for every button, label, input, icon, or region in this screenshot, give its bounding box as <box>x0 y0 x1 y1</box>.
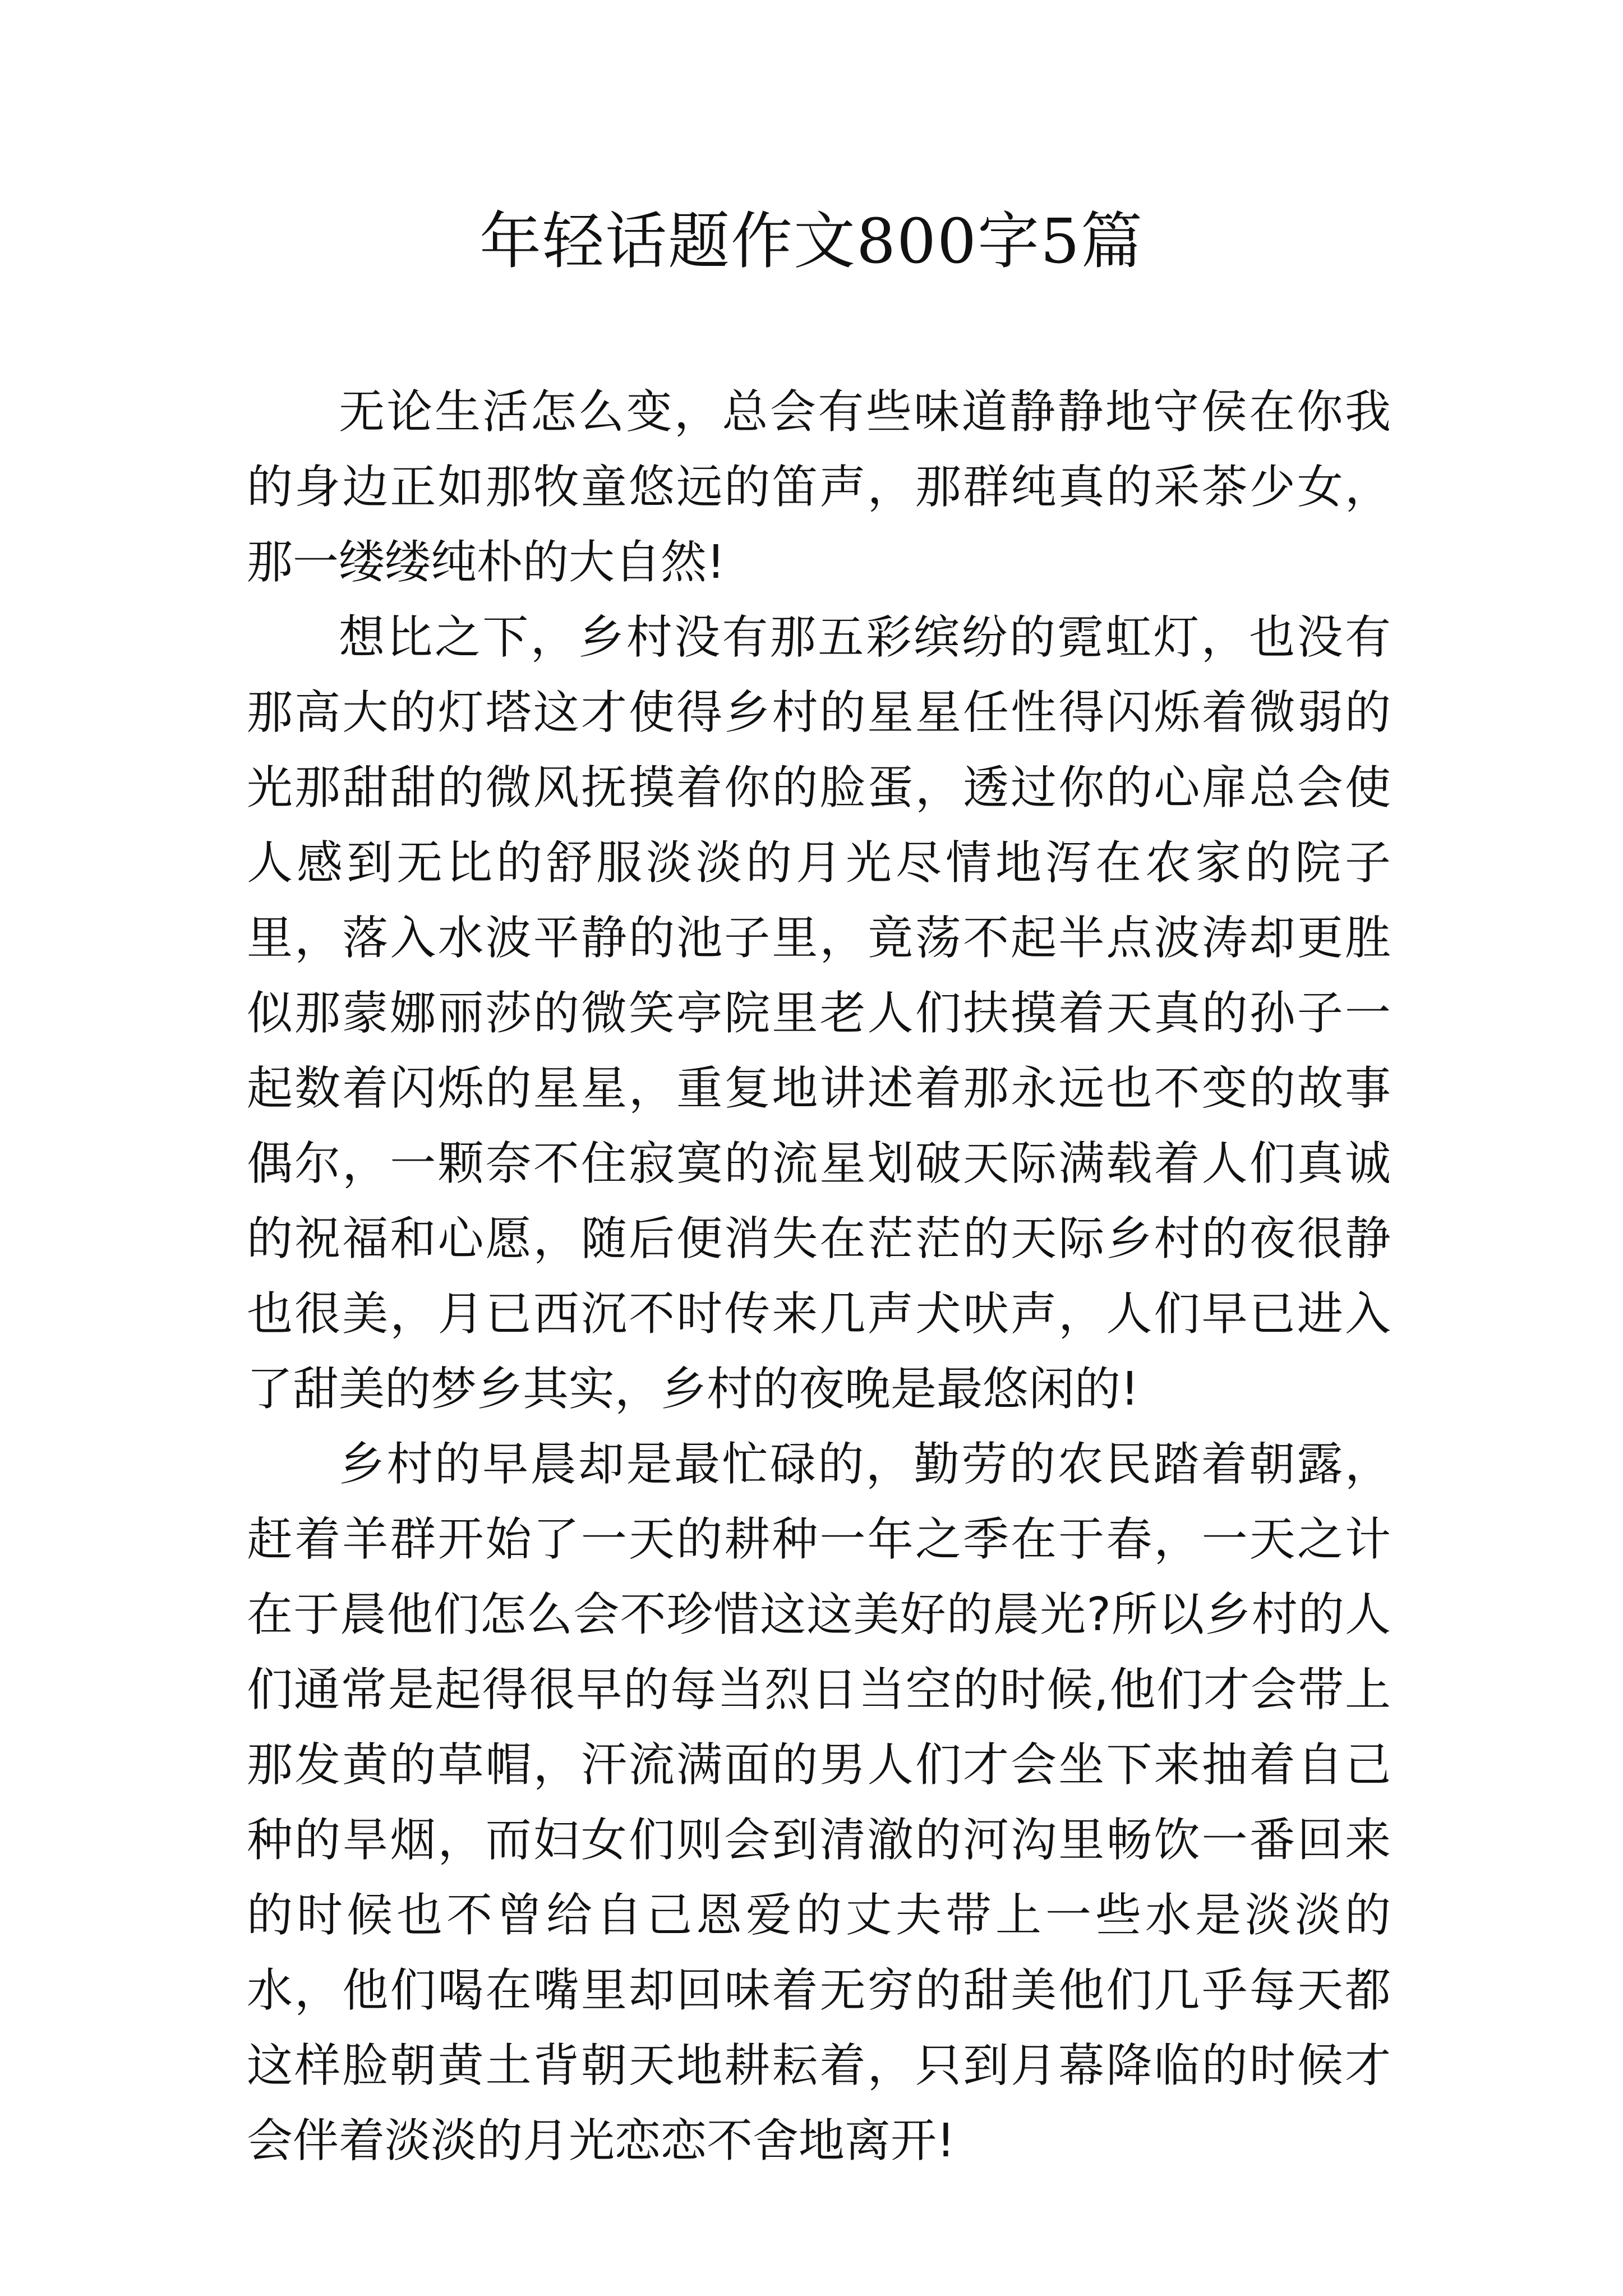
paragraph-1: 无论生活怎么变，总会有些味道静静地守侯在你我的身边正如那牧童悠远的笛声，那群纯真的采茶少女，那一缕缕纯朴的大自然! <box>247 385 1391 589</box>
document-title: 年轻话题作文800字5篇 <box>479 205 1144 277</box>
document-body <box>247 375 1391 2179</box>
paragraph-2: 想比之下，乡村没有那五彩缤纷的霓虹灯，也没有那高大的灯塔这才使得乡村的星星任性得闪烁着微弱的光那甜甜的微风抚摸着你的脸蛋，透过你的心扉总会使人感到无比的舒服淡淡的月光尽情地泻在农家的院子里，落入水波平静的池子里，竟荡不起半点波涛却更胜似那蒙娜丽莎的微笑亭院里老人们扶摸着天真的孙子一起数着闪烁的星星，重复地讲述着那永远也不变的故事偶尔，一颗奈不住寂寞的流星划破天际满载着人们真诚的祝福和心愿，随后便消失在茫茫的天际乡村的夜很静也很美，月已西沉不时传来几声犬吠声，人们早已进入了甜美的梦乡其实，乡村的夜晚是最悠闲的! <box>247 611 1391 1416</box>
paragraph-3: 乡村的早晨却是最忙碌的，勤劳的农民踏着朝露，赶着羊群开始了一天的耕种一年之季在于春，一天之计在于晨他们怎么会不珍惜这这美好的晨光?所以乡村的人们通常是起得很早的每当烈日当空的时候,他们才会带上那发黄的草帽，汗流满面的男人们才会坐下来抽着自己种的旱烟，而妇女们则会到清澈的河沟里畅饮一番回来的时候也不曾给自己恩爱的丈夫带上一些水是淡淡的水，他们喝在嘴里却回味着无穷的甜美他们几乎每天都这样脸朝黄土背朝天地耕耘着，只到月幕降临的时候才会伴着淡淡的月光恋恋不舍地离开! <box>247 1438 1391 2168</box>
